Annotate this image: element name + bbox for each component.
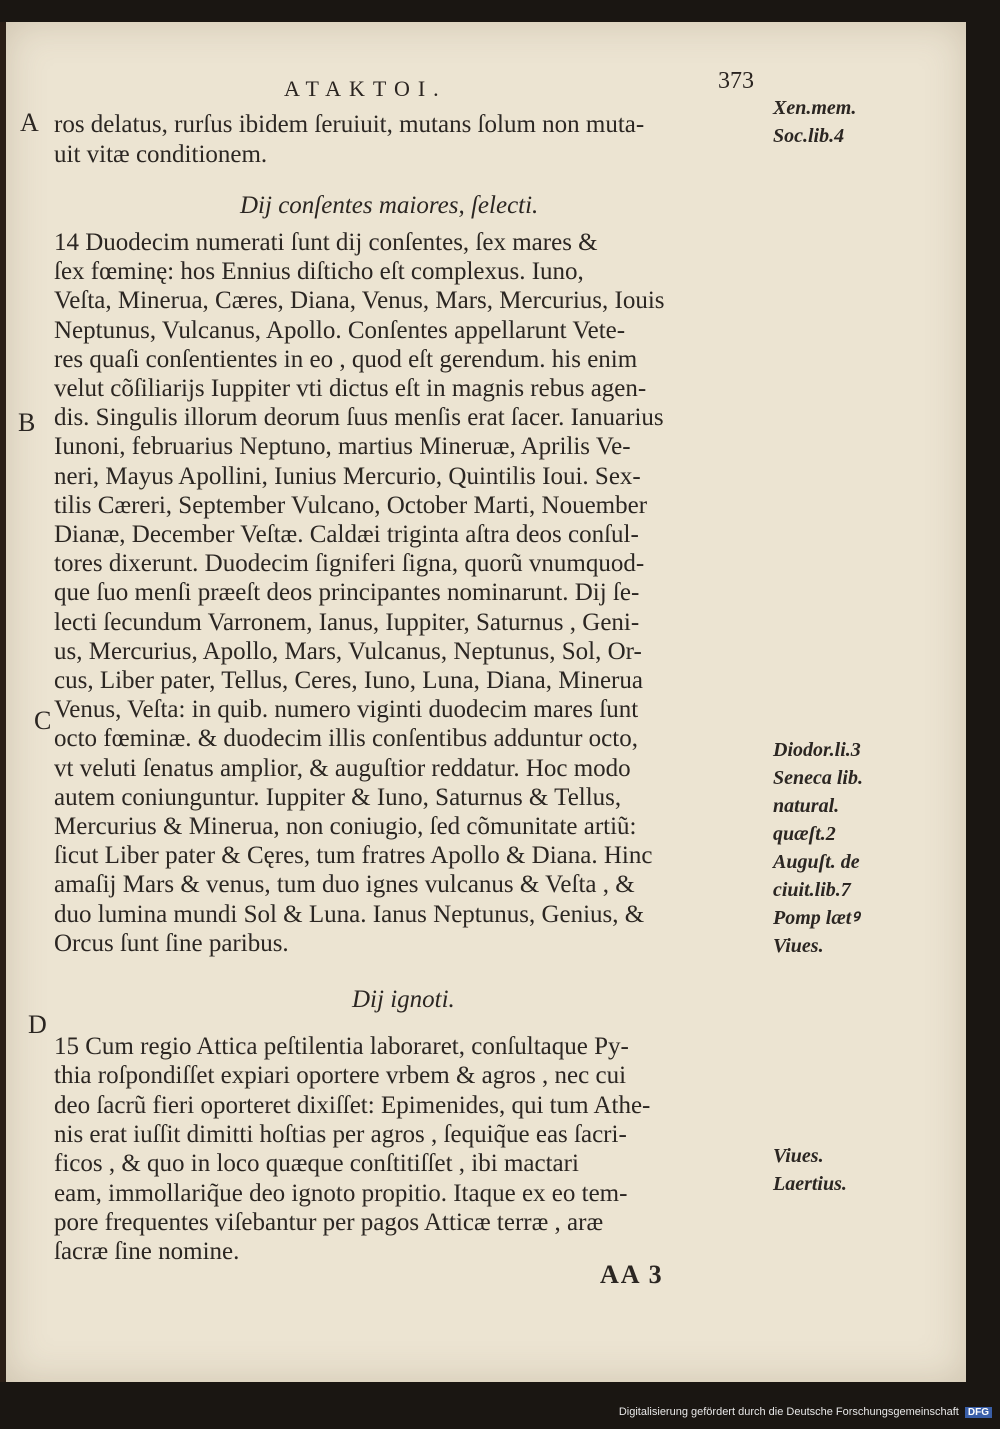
text-line: Veſta, Minerua, Cæres, Diana, Venus, Mars, Mercurius, Iouis xyxy=(54,287,665,315)
footer-text: Digitalisierung gefördert durch die Deutsche Forschungsgemeinschaft xyxy=(618,1406,959,1418)
marginal-note-viues xyxy=(773,1142,847,1198)
section-letter-d: D xyxy=(28,1010,47,1039)
page-number: 373 xyxy=(718,68,754,94)
text-line: res quaſi conſentientes in eo , quod eſt gerendum. his enim xyxy=(54,345,638,373)
text-line: uit vitæ conditionem. xyxy=(54,140,268,168)
marginal-line: quæſt.2 xyxy=(773,823,836,845)
marginal-line: Xen.mem. xyxy=(773,97,857,119)
text-line: 15 Cum regio Attica peſtilentia laboraret, conſultaque Py- xyxy=(54,1033,629,1060)
text-line: eam, immollariq̃ue deo ignoto propitio. Itaque ex eo tem- xyxy=(54,1179,628,1207)
text-line: us, Mercurius, Apollo, Mars, Vulcanus, Neptunus, Sol, Or- xyxy=(54,637,642,665)
text-line: ſex fœminę: hos Ennius diſticho eſt complexus. Iuno, xyxy=(54,258,584,286)
text-line: vt veluti ſenatus amplior, & auguſtior reddatur. Hoc modo xyxy=(54,754,631,782)
text-line: autem coniunguntur. Iuppiter & Iuno, Saturnus & Tellus, xyxy=(54,783,622,811)
marginal-line: Pomp lætꝰ xyxy=(773,907,859,929)
text-line: cus, Liber pater, Tellus, Ceres, Iuno, Luna, Diana, Minerua xyxy=(54,667,643,694)
text-line: neri, Mayus Apollini, Iunius Mercurio, Quintilis Ioui. Sex- xyxy=(54,462,641,490)
heading-dij-consentes: Dij conſentes maiores, ſelecti. xyxy=(240,192,539,219)
marginal-line: Auguſt. de xyxy=(773,851,860,873)
marginal-note-diodorus xyxy=(773,736,863,960)
text-line: ros delatus, rurſus ibidem ſeruiuit, mutans ſolum non muta- xyxy=(54,111,645,138)
marginal-line: natural. xyxy=(773,795,840,817)
marginal-line: Diodor.li.3 xyxy=(773,739,861,761)
running-head: ATAKTOI. xyxy=(284,76,447,101)
heading-dij-ignoti: Dij ignoti. xyxy=(352,986,455,1013)
text-line: amaſij Mars & venus, tum duo ignes vulcanus & Veſta , & xyxy=(54,871,635,899)
text-line: 14 Duodecim numerati ſunt dij conſentes, ſex mares & xyxy=(54,229,598,256)
text-line: deo ſacrũ fieri oporteret dixiſſet: Epimenides, qui tum Athe- xyxy=(54,1091,651,1119)
footer-credit xyxy=(0,1406,992,1426)
text-line: ſicut Liber pater & Cęres, tum fratres Apollo & Diana. Hinc xyxy=(54,842,653,870)
text-line: Neptunus, Vulcanus, Apollo. Conſentes appellarunt Vete- xyxy=(54,316,626,344)
marginal-note-xenophon xyxy=(773,94,856,150)
text-line: velut cõſiliarijs Iuppiter vti dictus eſt in magnis rebus agen- xyxy=(54,375,647,402)
marginal-line: Viues. xyxy=(773,1145,824,1167)
text-line: duo lumina mundi Sol & Luna. Ianus Neptunus, Genius, & xyxy=(54,900,645,928)
text-line: Venus, Veſta: in quib. numero viginti duodecim mares ſunt xyxy=(54,696,639,724)
text-line: Orcus ſunt ſine paribus. xyxy=(54,929,289,957)
signature-mark: AA 3 xyxy=(600,1260,664,1289)
text-line: Dianæ, December Veſtæ. Caldæi triginta aſtra deos conſul- xyxy=(54,521,639,548)
marginal-line: Seneca lib. xyxy=(773,767,863,789)
marginal-line: ciuit.lib.7 xyxy=(773,879,851,901)
marginal-line: Soc.lib.4 xyxy=(773,125,845,147)
dfg-logo: DFG xyxy=(965,1407,992,1418)
text-line: Iunoni, februarius Neptuno, martius Mineruæ, Aprilis Ve- xyxy=(54,433,631,461)
text-line: thia roſpondiſſet expiari oportere vrbem & agros , nec cui xyxy=(54,1062,627,1090)
text-line: tores dixerunt. Duodecim ſigniferi ſigna, quorũ vnumquod- xyxy=(54,550,645,578)
text-line: ſacræ ſine nomine. xyxy=(54,1238,240,1266)
text-line: que ſuo menſi præeſt deos principantes nominarunt. Dij ſe- xyxy=(54,579,640,607)
text-line: dis. Singulis illorum deorum ſuus menſis erat ſacer. Ianuarius xyxy=(54,404,664,432)
section-letter-c: C xyxy=(34,706,52,735)
marginal-line: Viues. xyxy=(773,935,824,957)
text-line: tilis Cæreri, September Vulcano, October Marti, Nouember xyxy=(54,491,648,519)
section-letter-b: B xyxy=(18,408,36,437)
section-letter-a: A xyxy=(20,108,39,137)
text-line: octo fœminæ. & duodecim illis conſentibus adduntur octo, xyxy=(54,725,638,753)
text-line: nis erat iuſſit dimitti hoſtias per agros , ſequiq̃ue eas ſacri- xyxy=(54,1120,627,1148)
text-line: Mercurius & Minerua, non coniugio, ſed cõmunitate artiũ: xyxy=(54,813,637,840)
text-line: lecti ſecundum Varronem, Ianus, Iuppiter, Saturnus , Geni- xyxy=(54,608,640,636)
marginal-line: Laertius. xyxy=(773,1173,847,1195)
text-line: ficos , & quo in loco quæque conſtitiſſet , ibi mactari xyxy=(54,1150,579,1178)
text-line: pore frequentes viſebantur per pagos Atticæ terræ , aræ xyxy=(54,1208,604,1236)
